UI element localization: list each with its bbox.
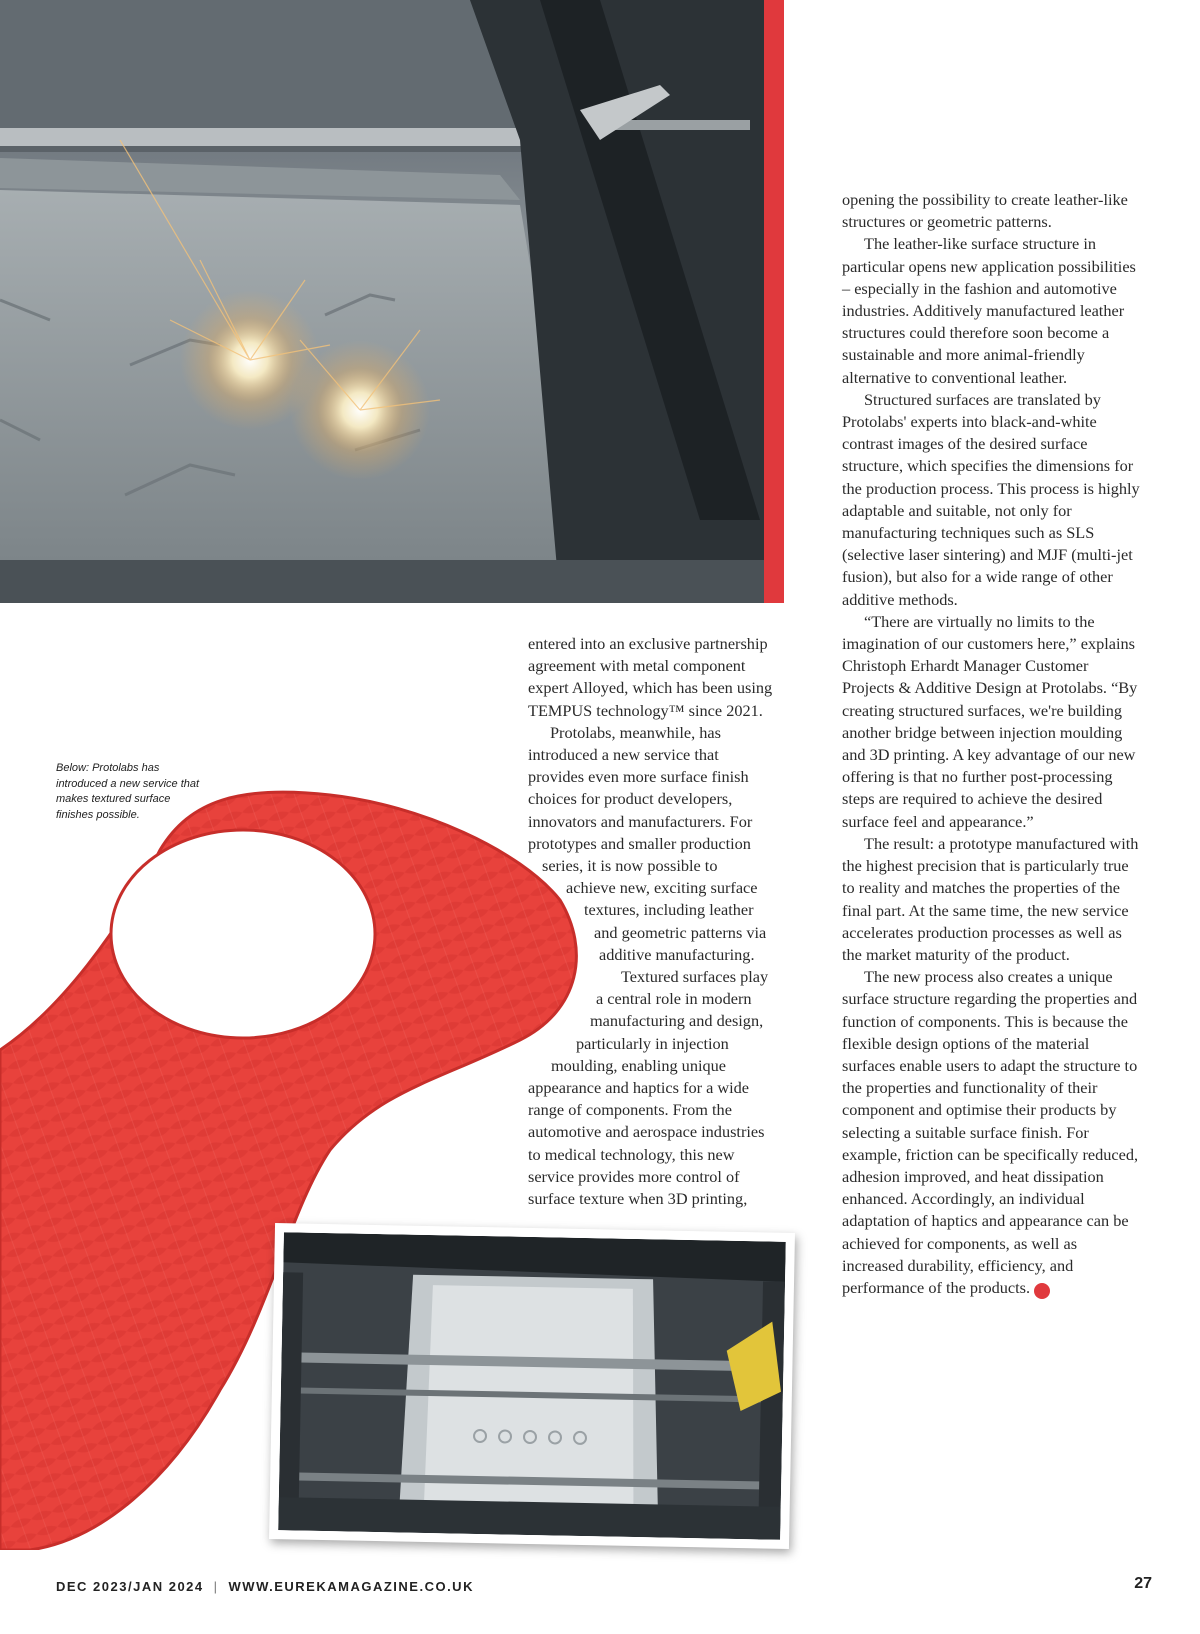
- text-line: introduced a new service that: [528, 745, 719, 765]
- page-footer: [56, 1579, 474, 1594]
- text-line: range of components. From the: [528, 1100, 732, 1120]
- text-line: textures, including leather: [584, 900, 754, 920]
- text-line: TEMPUS technology™ since 2021.: [528, 700, 763, 720]
- text-line: provides even more surface finish: [528, 767, 749, 787]
- text-line: appearance and haptics for a wide: [528, 1078, 750, 1098]
- text-line: prototypes and smaller production: [528, 833, 751, 853]
- paragraph: The result: a prototype manufactured with the highest precision that is particularly true to reality and matches the properties of the final part. At the same time, the new service accelerates production processes as well as the market maturity of the product.: [842, 833, 1139, 964]
- issue-date: DEC 2023/JAN 2024: [56, 1579, 204, 1594]
- text-line: surface texture when 3D printing,: [528, 1189, 748, 1209]
- end-of-article-icon: !: [1034, 1283, 1050, 1299]
- text-line: a central role in modern: [596, 989, 752, 1009]
- text-line: manufacturing and design,: [590, 1011, 764, 1031]
- text-line: entered into an exclusive partnership: [528, 634, 768, 653]
- laser-sintering-illustration: [0, 0, 784, 603]
- text-line: choices for product developers,: [528, 789, 733, 809]
- article-column-right: [842, 189, 1142, 1299]
- framed-machine-photo: [269, 1223, 795, 1549]
- paragraph: opening the possibility to create leather-like structures or geometric patterns.: [842, 190, 1128, 232]
- text-line: automotive and aerospace industries: [528, 1122, 765, 1142]
- website-url: WWW.EUREKAMAGAZINE.CO.UK: [228, 1579, 474, 1594]
- laser-sintering-photo: [0, 0, 784, 603]
- text-line: innovators and manufacturers. For: [528, 811, 753, 831]
- paragraph: “There are virtually no limits to the imagination of our customers here,” explains Christoph Erhardt Manager Customer Projects & Additive Design at Protolabs. “By creating structured surfaces, we're building another bridge between injection moulding and 3D printing. A key advantage of our new offering is that no further post-processing steps are required to achieve the desired surface feel and appearance.”: [842, 611, 1138, 831]
- paragraph-text: The new process also creates a unique surface structure regarding the properties and function of components. This is because the flexible design options of the material surfaces enable users to adapt the structure to the properties and functionality of their component and optimise their products by selecting a suitable surface finish. For example, friction can be specifically reduced, adhesion improved, and heat dissipation enhanced. Accordingly, an individual adaptation of haptics and appearance can be achieved for components, as well as increased durability, efficiency, and performance of the products.: [842, 967, 1139, 1297]
- article-column-middle: [528, 633, 828, 1210]
- text-line: to medical technology, this new: [528, 1144, 735, 1164]
- text-line: series, it is now possible to: [542, 856, 718, 876]
- text-line: expert Alloyed, which has been using: [528, 678, 773, 698]
- text-line: Textured surfaces play: [621, 967, 769, 987]
- accent-red-bar: [764, 0, 784, 603]
- text-line: and geometric patterns via: [594, 922, 767, 942]
- paragraph: Structured surfaces are translated by Protolabs' experts into black-and-white contrast images of the desired surface structure, which specifies the dimensions for the production process. This process is highly adaptable and suitable, not only for manufacturing techniques such as SLS (selective laser sintering) and MJF (multi-jet fusion), but also for a wide range of other additive methods.: [842, 389, 1140, 609]
- footer-separator: |: [213, 1579, 219, 1594]
- image-caption: Below: Protolabs has introduced a new service that makes textured surface finishes possible.: [56, 762, 200, 821]
- text-line: moulding, enabling unique: [551, 1055, 726, 1075]
- text-line: service provides more control of: [528, 1166, 740, 1186]
- printer-build-chamber-illustration: [278, 1232, 786, 1540]
- paragraph: The leather-like surface structure in particular opens new application possibilities – especially in the fashion and automotive industries. Additively manufactured leather structures could therefore soon become a sustainable and more animal-friendly alternative to conventional leather.: [842, 234, 1136, 387]
- text-line: achieve new, exciting surface: [566, 878, 758, 898]
- paragraph-final: [842, 966, 1142, 1299]
- text-line: Protolabs, meanwhile, has: [550, 722, 721, 742]
- page-number: 27: [1134, 1575, 1152, 1592]
- text-line: particularly in injection: [576, 1033, 729, 1053]
- text-line: agreement with metal component: [528, 656, 746, 676]
- text-line: additive manufacturing.: [599, 944, 755, 964]
